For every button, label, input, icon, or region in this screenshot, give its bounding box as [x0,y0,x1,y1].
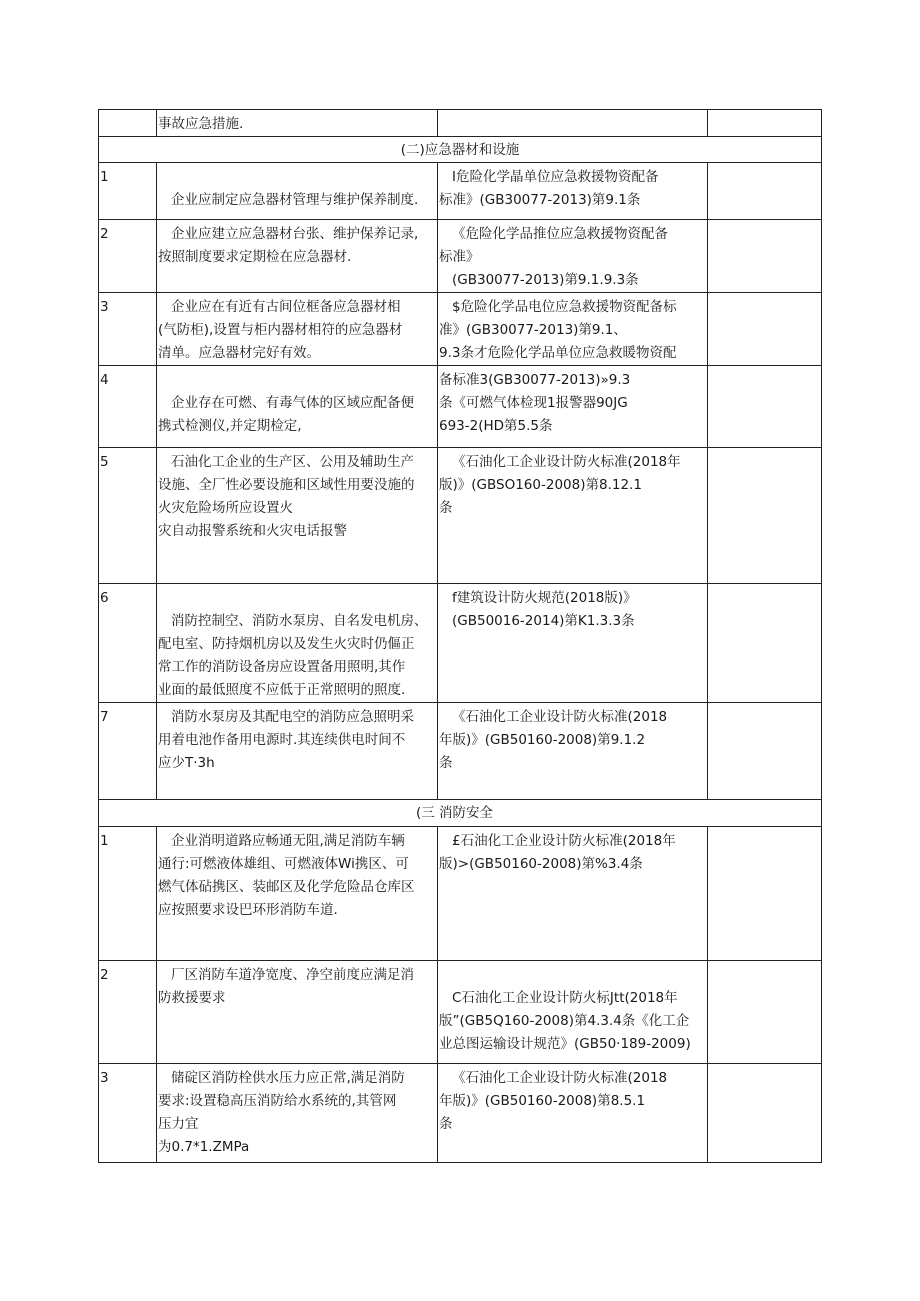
reference-line: 《石油化工企业设计防火标准(2018 [452,1070,668,1086]
result-cell [708,448,822,584]
requirement-line: 储碇区消防栓供水压力应正常,满足消防 [171,1070,405,1086]
reference-line [439,113,707,136]
result-cell [708,961,822,1064]
requirement-line: 应少T·3h [158,755,215,771]
requirement-cell [157,110,438,137]
reference-line: 备标准3(GB30077-2013)»9.3 [439,372,631,388]
reference-line: 693-2(HD第5.5条 [439,418,553,434]
table-row [99,448,822,584]
section-header-row [99,137,822,163]
requirement-line: 业面的最低照度不应低于正常照明的照度. [158,682,406,698]
reference-line: C石油化工企业设计防火标Jtt(2018年 [452,990,678,1006]
reference-line: (GB30077-2013)第9.1.9.3条 [452,272,639,288]
reference-line: 版)>(GB50160-2008)第%3.4条 [439,856,643,872]
requirement-line: 按照制度要求定期检在应急器材. [158,249,352,265]
item-number: 7 [99,703,157,800]
reference-cell [438,827,708,961]
reference-line: 9.3条才危险化学品单位应急救暖物资配 [439,345,677,361]
table-row [99,584,822,703]
requirement-cell [157,448,438,584]
reference-cell [438,293,708,366]
reference-line: f建筑设计防火规范(2018版)》 [452,590,637,606]
item-number: 4 [99,366,157,448]
table-row [99,703,822,800]
inspection-checklist-table [98,109,822,1163]
requirement-line: 通行:可燃液体雄组、可燃液体Wi携区、可 [158,856,409,872]
requirement-line: 企业应建立应急器材台张、维护保养记录, [171,226,419,242]
result-cell [708,293,822,366]
item-number: 6 [99,584,157,703]
result-cell [708,827,822,961]
requirement-cell [157,220,438,293]
requirement-line: 配电室、防持烟机房以及发生火灾时仍傴正 [158,636,415,652]
reference-cell [438,1064,708,1163]
result-cell [708,584,822,703]
item-number: 3 [99,1064,157,1163]
reference-line: $危险化学品电位应急救援物资配备标 [452,299,677,315]
result-cell [708,163,822,220]
section-title: (三 消防安全 [99,800,822,827]
item-number: 3 [99,293,157,366]
reference-cell [438,366,708,448]
reference-line: 业总图运输设计规范》(GB50·189-2009) [439,1036,691,1052]
requirement-line [158,166,437,189]
reference-line: 《石油化工企业设计防火标准(2018 [452,709,668,725]
requirement-line: 企业消明道路应畅通无阻,满足消防车辆 [171,833,405,849]
table-row [99,293,822,366]
table-body [99,110,822,1163]
requirement-cell [157,1064,438,1163]
requirement-line: 消防控制空、消防水泵房、自名发电机房、 [171,613,428,629]
requirement-cell [157,163,438,220]
requirement-line: 压力宜 [158,1116,199,1132]
reference-cell [438,703,708,800]
requirement-cell [157,961,438,1064]
item-number: 1 [99,827,157,961]
requirement-line [158,587,437,610]
reference-cell [438,220,708,293]
requirement-cell [157,584,438,703]
reference-line: 条 [439,500,453,516]
result-cell [708,703,822,800]
requirement-line: 企业存在可燃、有毒气体的区域应配备便 [171,395,414,411]
requirement-line: 防救援要求 [158,990,226,1006]
item-number [99,110,157,137]
requirement-line: 要求:设置稳高压消防给水系统的,其管网 [158,1093,397,1109]
table-row [99,961,822,1064]
reference-line: 《石油化工企业设计防火标准(2018年 [452,454,681,470]
requirement-line: 火灾危险场所应设置火 [158,500,293,516]
reference-line: £石油化工企业设计防火标准(2018年 [452,833,676,849]
result-cell [708,110,822,137]
reference-line: 条 [439,1116,453,1132]
reference-cell [438,448,708,584]
reference-cell [438,584,708,703]
table-row [99,220,822,293]
requirement-line: 设施、全厂性必要设施和区域性用要没施的 [158,477,415,493]
reference-line: 标准》 [439,249,480,265]
requirement-line: 消防水泵房及其配电空的消防应急照明采 [171,709,414,725]
result-cell [708,220,822,293]
requirement-line [158,369,437,392]
requirement-line: 厂区消防车道净宽度、净空前度应满足消 [171,967,414,983]
table-row [99,163,822,220]
requirement-line: 企业应制定应急器材管理与维护保养制度. [171,192,419,208]
requirement-line: 携式检测仪,并定期检定, [158,418,302,434]
reference-line: 版”(GB5Q160-2008)第4.3.4条《化工企 [439,1013,690,1029]
reference-line: 版)》(GBSO160-2008)第8.12.1 [439,477,642,493]
table-row [99,366,822,448]
reference-line: I危险化学晶单位应急救援物资配备 [452,169,659,185]
requirement-line: 清单。应急器材完好有效。 [158,345,320,361]
result-cell [708,366,822,448]
item-number: 5 [99,448,157,584]
section-title: (二)应急器材和设施 [99,137,822,163]
requirement-line: (气防柜),设置与柜内器材相符的应急器材 [158,322,403,338]
reference-line: 条《可燃气体检现1报警器90JG [439,395,628,411]
requirement-line: 企业应在有近有古间位框备应急器材相 [171,299,401,315]
reference-cell [438,961,708,1064]
reference-line: (GB50016-2014)第K1.3.3条 [452,613,635,629]
requirement-line: 事故应急措施. [158,116,244,132]
requirement-line: 应按照要求设巴环形消防车道. [158,902,338,918]
item-number: 2 [99,961,157,1064]
reference-line: 条 [439,755,453,771]
requirement-cell [157,703,438,800]
reference-line: 年版)》(GB50160-2008)第8.5.1 [439,1093,646,1109]
table-row [99,827,822,961]
table-row [99,1064,822,1163]
reference-line: 《危险化学品推位应急救援物资配备 [452,226,668,242]
reference-line [439,964,707,987]
requirement-line: 灾自动报警系统和火灾电话报警 [158,523,347,539]
reference-line: 年版)》(GB50160-2008)第9.1.2 [439,732,646,748]
item-number: 2 [99,220,157,293]
requirement-cell [157,293,438,366]
requirement-cell [157,366,438,448]
requirement-line: 燃气体砧携区、装邮区及化学危险品仓库区 [158,879,415,895]
requirement-line: 石油化工企业的生产区、公用及辅助生产 [171,454,414,470]
reference-line: 标准》(GB30077-2013)第9.1条 [439,192,641,208]
requirement-line: 常工作的消防设备房应设置备用照明,其作 [158,659,406,675]
reference-line: 准》(GB30077-2013)第9.1、 [439,322,627,338]
result-cell [708,1064,822,1163]
requirement-line: 为0.7*1.ZMPa [158,1139,250,1155]
requirement-cell [157,827,438,961]
section-header-row [99,800,822,827]
requirement-line: 用着电池作备用电源时.其连续供电时间不 [158,732,406,748]
item-number: 1 [99,163,157,220]
reference-cell [438,163,708,220]
reference-cell [438,110,708,137]
table-row [99,110,822,137]
